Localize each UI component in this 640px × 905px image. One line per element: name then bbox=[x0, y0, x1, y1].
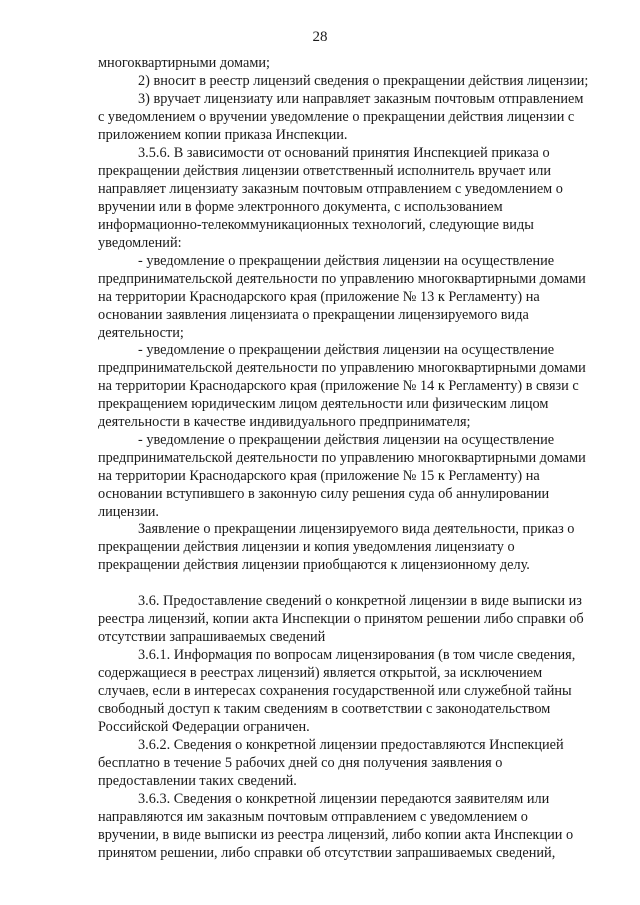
text-line: с уведомлением о вручении уведомление о прекращении действия лицензии с bbox=[98, 109, 575, 125]
section-heading-line: 3.6. Предоставление сведений о конкретной лицензии в виде выписки из bbox=[138, 593, 582, 609]
text-line: бесплатно в течение 5 рабочих дней со дня получения заявления о bbox=[98, 755, 503, 771]
text-line: на территории Краснодарского края (приложение № 15 к Регламенту) на bbox=[98, 468, 540, 484]
text-line: многоквартирными домами; bbox=[98, 55, 271, 71]
text-line: Заявление о прекращении лицензируемого вида деятельности, приказ о bbox=[138, 521, 575, 537]
text-line: информационно-телекоммуникационных технологий, следующие виды bbox=[98, 217, 534, 233]
text-line: приложением копии приказа Инспекции. bbox=[98, 127, 348, 143]
text-line: Российской Федерации ограничен. bbox=[98, 719, 310, 735]
text-line: на территории Краснодарского края (приложение № 13 к Регламенту) на bbox=[98, 289, 540, 305]
text-line: - уведомление о прекращении действия лицензии на осуществление bbox=[138, 432, 555, 448]
text-line: вручении, в виде выписки из реестра лицензий, либо копии акта Инспекции о bbox=[98, 827, 574, 843]
text-line: - уведомление о прекращении действия лицензии на осуществление bbox=[138, 342, 555, 358]
text-line: на территории Краснодарского края (приложение № 14 к Регламенту) в связи с bbox=[98, 378, 579, 394]
text-line: содержащиеся в реестрах лицензий) является открытой, за исключением bbox=[98, 665, 543, 681]
text-line: свободный доступ к таким сведениям в соответствии с законодательством bbox=[98, 701, 551, 717]
text-line: деятельности; bbox=[98, 325, 184, 341]
text-line: предпринимательской деятельности по управлению многоквартирными домами bbox=[98, 450, 586, 466]
text-line: случаев, если в интересах сохранения государственной или служебной тайны bbox=[98, 683, 572, 699]
text-line: прекращении действия лицензии ответственный исполнитель вручает или bbox=[98, 163, 552, 179]
text-line: 3.6.1. Информация по вопросам лицензирования (в том числе сведения, bbox=[138, 647, 576, 663]
text-line: предпринимательской деятельности по управлению многоквартирными домами bbox=[98, 271, 586, 287]
text-line: предоставлении таких сведений. bbox=[98, 773, 297, 789]
text-line: 3.5.6. В зависимости от оснований принятия Инспекцией приказа о bbox=[138, 145, 550, 161]
text-line: 3) вручает лицензиату или направляет заказным почтовым отправлением bbox=[138, 91, 584, 107]
text-line: деятельности в качестве индивидуального предпринимателя; bbox=[98, 414, 471, 430]
text-line: прекращении действия лицензии и копия уведомления лицензиату о bbox=[98, 539, 515, 555]
section-heading-line: отсутствии запрашиваемых сведений bbox=[98, 629, 326, 645]
text-line: вручении или в форме электронного документа, с использованием bbox=[98, 199, 503, 215]
text-line: 3.6.2. Сведения о конкретной лицензии предоставляются Инспекцией bbox=[138, 737, 564, 753]
text-line: основании вступившего в законную силу решения суда об аннулировании bbox=[98, 486, 550, 502]
text-line: лицензии. bbox=[98, 504, 159, 520]
text-line: прекращении действия лицензии приобщаются к лицензионному делу. bbox=[98, 557, 530, 573]
text-line: направляются им заказным почтовым отправлением с уведомлением о bbox=[98, 809, 528, 825]
text-line: - уведомление о прекращении действия лицензии на осуществление bbox=[138, 253, 555, 269]
text-line: основании заявления лицензиата о прекращении лицензируемого вида bbox=[98, 307, 529, 323]
section-heading-line: реестра лицензий, копии акта Инспекции о принятом решении либо справки об bbox=[98, 611, 584, 627]
text-line: предпринимательской деятельности по управлению многоквартирными домами bbox=[98, 360, 586, 376]
text-line: 3.6.3. Сведения о конкретной лицензии передаются заявителям или bbox=[138, 791, 550, 807]
text-line: 2) вносит в реестр лицензий сведения о прекращении действия лицензии; bbox=[138, 73, 589, 89]
text-line: направляет лицензиату заказным почтовым отправлением с уведомлением о bbox=[98, 181, 563, 197]
text-line: прекращением юридическим лицом деятельности или физическим лицом bbox=[98, 396, 549, 412]
text-line: принятом решении, либо справки об отсутствии запрашиваемых сведений, bbox=[98, 845, 556, 861]
page-number: 28 bbox=[312, 29, 328, 45]
text-line: уведомлений: bbox=[98, 235, 182, 251]
